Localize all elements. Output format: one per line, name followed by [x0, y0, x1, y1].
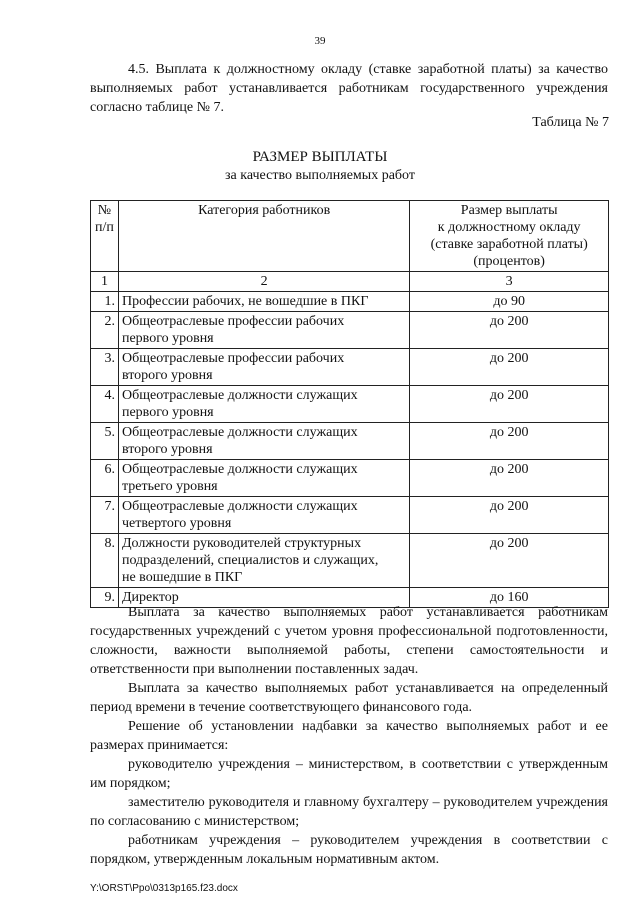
- index-row: [91, 272, 609, 292]
- row-amount-cell: до 90: [410, 292, 609, 312]
- table-subtitle: за качество выполняемых работ: [225, 168, 415, 183]
- row-amount-cell: до 200: [410, 534, 609, 588]
- row-number-cell: 7.: [91, 497, 119, 534]
- body-paragraph-1: Выплата за качество выполняемых работ устанавливается работникам государственных учреждений с учетом уровня профессиональной подготовленности, сложности, важности выполняемой работы, степени самостоятельности и ответственности при выполнении поставленных задач.: [90, 605, 608, 677]
- header-amount: Размер выплаты к должностному окладу (ставке заработной платы) (процентов): [410, 201, 609, 272]
- table-row: [91, 423, 609, 460]
- header-row: [91, 201, 609, 272]
- row-number-cell: 8.: [91, 534, 119, 588]
- table-label: Таблица № 7: [532, 115, 609, 130]
- row-number-cell: 5.: [91, 423, 119, 460]
- row-number-cell: 1.: [91, 292, 119, 312]
- table-title: РАЗМЕР ВЫПЛАТЫ: [252, 149, 388, 165]
- body-paragraph-5: заместителю руководителя и главному бухгалтеру – руководителем учреждения по согласованию с министерством;: [90, 795, 608, 829]
- file-path-footer: Y:\ORST\Ppo\0313p165.f23.docx: [90, 883, 238, 894]
- row-amount-cell: до 160: [410, 588, 609, 608]
- intro-paragraph: 4.5. Выплата к должностному окладу (ставке заработной платы) за качество выполняемых работ устанавливается работникам государственного учреждения согласно таблице № 7.: [90, 62, 608, 115]
- row-number-cell: 9.: [91, 588, 119, 608]
- header-num: № п/п: [91, 201, 119, 272]
- table-row: [91, 349, 609, 386]
- table-row: [91, 292, 609, 312]
- body-paragraph-2: Выплата за качество выполняемых работ устанавливается на определенный период времени в течение соответствующего финансового года.: [90, 681, 608, 715]
- body-paragraph-3: Решение об установлении надбавки за качество выполняемых работ и ее размерах принимается:: [90, 719, 608, 753]
- row-category-cell: Общеотраслевые профессии рабочих второго уровня: [118, 349, 409, 386]
- page-number: 39: [314, 35, 326, 47]
- body-paragraph-4: руководителю учреждения – министерством, в соответствии с утвержденным им порядком;: [90, 757, 608, 791]
- index-cell: 3: [410, 272, 609, 292]
- row-number-cell: 2.: [91, 312, 119, 349]
- index-cell: 2: [118, 272, 409, 292]
- table-row: [91, 497, 609, 534]
- table-body: [91, 292, 609, 608]
- row-amount-cell: до 200: [410, 386, 609, 423]
- row-category-cell: Общеотраслевые профессии рабочих первого уровня: [118, 312, 409, 349]
- row-category-cell: Общеотраслевые должности служащих третьего уровня: [118, 460, 409, 497]
- row-category-cell: Общеотраслевые должности служащих четвертого уровня: [118, 497, 409, 534]
- header-category: Категория работников: [118, 201, 409, 272]
- table-row: [91, 312, 609, 349]
- table-row: [91, 386, 609, 423]
- row-number-cell: 4.: [91, 386, 119, 423]
- row-category-cell: Общеотраслевые должности служащих второго уровня: [118, 423, 409, 460]
- payment-table: [90, 200, 609, 608]
- row-amount-cell: до 200: [410, 423, 609, 460]
- row-amount-cell: до 200: [410, 497, 609, 534]
- table-row: [91, 460, 609, 497]
- row-amount-cell: до 200: [410, 312, 609, 349]
- row-category-cell: Общеотраслевые должности служащих первого уровня: [118, 386, 409, 423]
- row-number-cell: 6.: [91, 460, 119, 497]
- row-amount-cell: до 200: [410, 460, 609, 497]
- row-number-cell: 3.: [91, 349, 119, 386]
- row-category-cell: Должности руководителей структурных подразделений, специалистов и служащих, не вошедшие в ПКГ: [118, 534, 409, 588]
- body-paragraph-6: работникам учреждения – руководителем учреждения в соответствии с порядком, утвержденным локальным нормативным актом.: [90, 833, 608, 867]
- row-amount-cell: до 200: [410, 349, 609, 386]
- table-row: [91, 534, 609, 588]
- index-cell: 1: [91, 272, 119, 292]
- row-category-cell: Профессии рабочих, не вошедшие в ПКГ: [118, 292, 409, 312]
- row-category-cell: Директор: [118, 588, 409, 608]
